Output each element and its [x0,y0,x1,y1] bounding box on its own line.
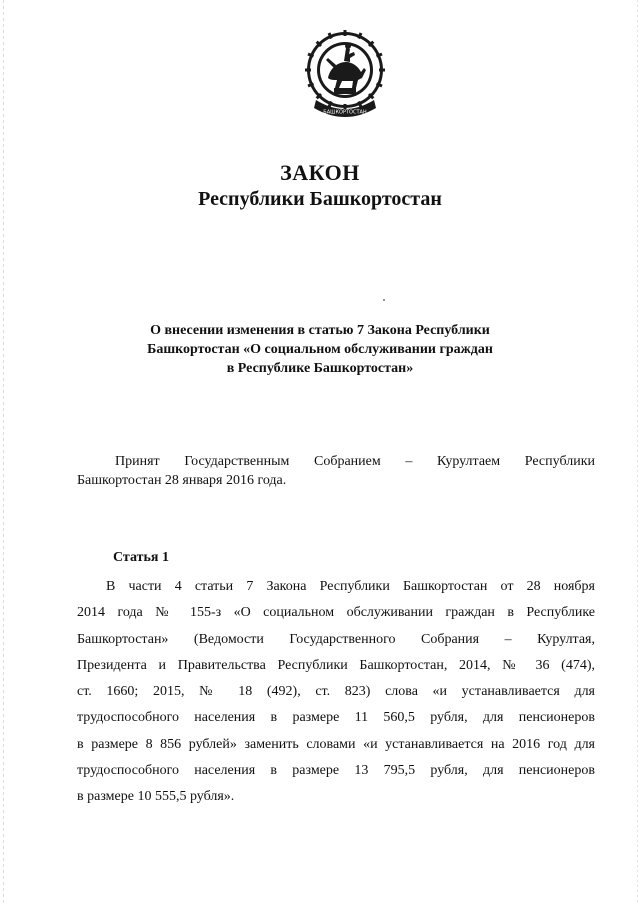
article-line: в размере 8 856 рублей» заменить словами «и устанавливается на 2016 год для [77,736,595,752]
article-line: ст. 1660; 2015, № 18 (492), ст. 823) слова «и устанавливается для [77,684,595,700]
scan-edge-right [637,0,638,905]
article-title: Статья 1 [113,550,169,565]
article-line: в размере 10 555,5 рубля». [77,789,235,805]
law-heading-line: в Республике Башкортостан» [226,361,414,376]
document-subtitle: Республики Башкортостан [198,188,442,210]
document-title: ЗАКОН [280,160,360,185]
law-heading-line: Башкортостан «О социальном обслуживании граждан [147,342,493,357]
article-line: В части 4 статьи 7 Закона Республики Башкортостан от 28 ноября [106,579,595,594]
bashkortostan-coat-of-arms-icon [304,28,386,124]
article-line: Президента и Правительства Республики Башкортостан, 2014, № 36 (474), [77,657,595,673]
law-heading [100,321,540,378]
scan-speck [383,299,385,301]
svg-text:БАШКОРТОСТАН: БАШКОРТОСТАН [323,109,367,116]
law-heading-line: О внесении изменения в статью 7 Закона Республики [150,323,490,338]
article-line: трудоспособного населения в размере 11 560,5 рубля, для пенсионеров [77,710,595,726]
article-line: трудоспособного населения в размере 13 795,5 рубля, для пенсионеров [77,763,595,779]
article-body [77,574,595,811]
adoption-note-line: Принят Государственным Собранием – Курултаем Республики [115,454,595,469]
article-line: 2014 года № 155-з «О социальном обслуживании граждан в Республике [77,605,595,621]
adoption-note [77,452,595,490]
adoption-note-line: Башкортостан 28 января 2016 года. [77,473,287,488]
scan-edge-left [3,0,4,905]
article-line: Башкортостан» (Ведомости Государственного Собрания – Курултая, [77,631,595,647]
